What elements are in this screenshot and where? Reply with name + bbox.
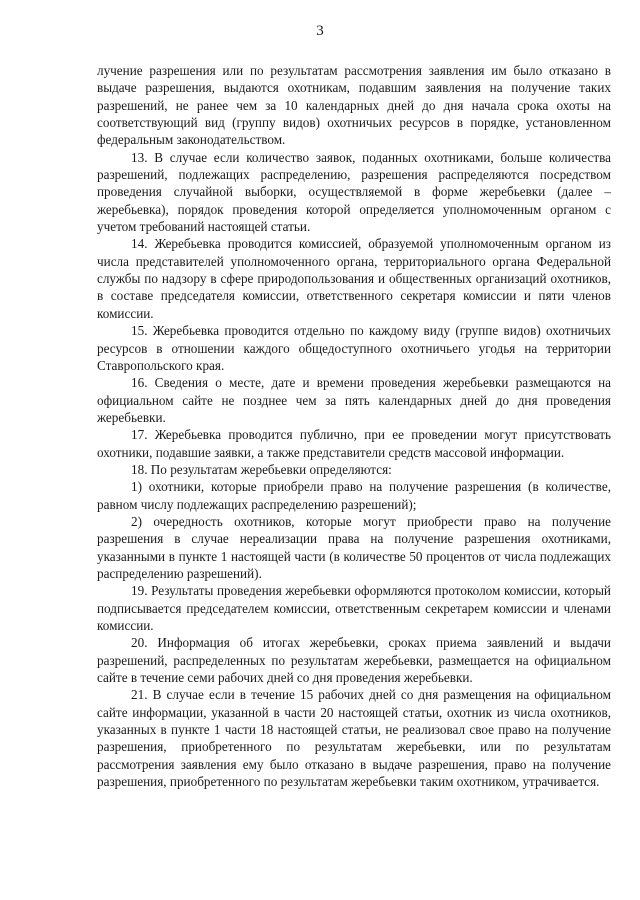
paragraph-17: 17. Жеребьевка проводится публично, при ее проведении могут присутствовать охотники, подавшие заявки, а также представители средств массовой информации. xyxy=(97,427,611,460)
paragraph-20: 20. Информация об итогах жеребьевки, сроках приема заявлений и выдачи разрешений, распределенных по результатам жеребьевки, размещается на официальном сайте в течение семи рабочих дней со дня проведения жеребьевки. xyxy=(97,635,611,686)
paragraph-18: 18. По результатам жеребьевки определяются: xyxy=(131,461,392,477)
paragraph-15: 15. Жеребьевка проводится отдельно по каждому виду (группе видов) охотничьих ресурсов в отношении каждого общедоступного охотничьего угодья на территории Ставропольского края. xyxy=(97,323,611,373)
paragraph-18-item-1: 1) охотники, которые приобрели право на получение разрешения (в количестве, равном числу подлежащих распределению разрешений); xyxy=(97,479,611,512)
document-body xyxy=(97,62,611,790)
paragraph-16: 16. Сведения о месте, дате и времени проведения жеребьевки размещаются на официальном сайте не позднее чем за пять календарных дней до дня проведения жеребьевки. xyxy=(97,375,611,425)
paragraph-18-item-2: 2) очередность охотников, которые могут приобрести право на получение разрешения в случае нереализации права на получение разрешения охотниками, указанными в пункте 1 настоящей части (в количестве 50 процентов от числа подлежащих распределению разрешений). xyxy=(97,513,611,581)
paragraph-21: 21. В случае если в течение 15 рабочих дней со дня размещения на официальном сайте информации, указанной в части 20 настоящей статьи, охотник из числа охотников, указанных в пункте 1 части 18 настоящей статьи, не реализовал свое право на получение разрешения, приобретенного по результатам жеребьевки, или по результатам рассмотрения заявления ему было отказано в выдаче разрешения, право на получение разрешения, приобретенного по результатам жеребьевки таким охотником, утрачивается. xyxy=(97,687,611,790)
paragraph-14: 14. Жеребьевка проводится комиссией, образуемой уполномоченным органом из числа представителей уполномоченного органа, территориального органа Федеральной службы по надзору в сфере природопользования и общественных организаций охотников, в составе председателя комиссии, ответственного секретаря комиссии и пяти членов комиссии. xyxy=(97,236,611,321)
paragraph-continued: лучение разрешения или по результатам рассмотрения заявления им было отказано в выдаче разрешения, выдаются охотникам, подавшим заявления на получение таких разрешений, не ранее чем за 10 календарных дней до дня начала срока охоты на соответствующий вид (группу видов) охотничьих ресурсов в порядке, установленном федеральным законодательством. xyxy=(97,63,611,148)
page-number: 3 xyxy=(316,23,324,39)
paragraph-19: 19. Результаты проведения жеребьевки оформляются протоколом комиссии, который подписывается председателем комиссии, ответственным секретарем комиссии и членами комиссии. xyxy=(97,583,611,633)
paragraph-13: 13. В случае если количество заявок, поданных охотниками, больше количества разрешений, подлежащих распределению, разрешения распределяются посредством проведения случайной выборки, осуществляемой в форме жеребьевки (далее – жеребьевка), порядок проведения которой определяется уполномоченным органом с учетом требований настоящей статьи. xyxy=(97,149,611,235)
